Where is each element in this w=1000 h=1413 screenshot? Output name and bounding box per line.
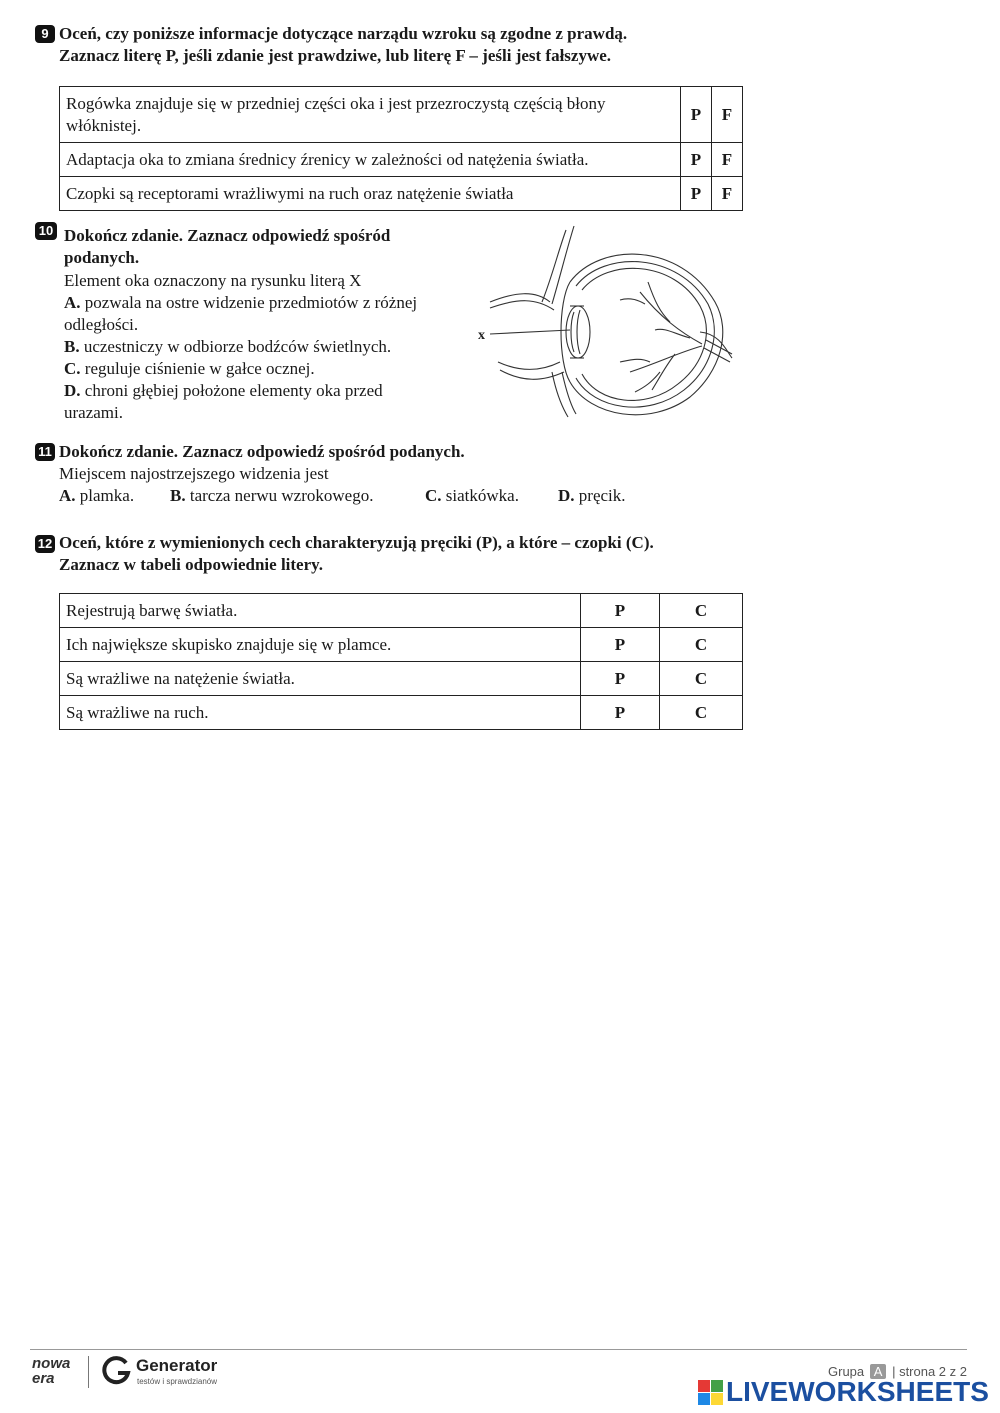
footer-divider [30,1349,967,1350]
statement-cell: Są wrażliwe na ruch. [60,696,581,730]
option-p-cell[interactable]: P [681,177,712,211]
option-text: tarcza nerwu wzrokowego. [189,486,374,505]
question-12-instruction-line-2: Zaznacz w tabeli odpowiednie litery. [59,555,323,574]
statement-cell: Rogówka znajduje się w przedniej części oka i jest przezroczystą częścią błony włóknistej. [60,87,681,143]
option-d-continuation: urazami. [64,403,123,422]
option-c-cell[interactable]: C [660,662,743,696]
question-9-instruction-line-1: Oceń, czy poniższe informacje dotyczące narządu wzroku są zgodne z prawdą. [59,24,628,43]
option-letter: D. [558,486,575,505]
liveworksheets-watermark: LIVEWORKSHEETS [726,1376,989,1407]
eye-diagram [470,222,740,422]
option-text: pozwala na ostre widzenie przedmiotów z różnej [84,293,418,312]
table-row [60,87,743,143]
option-p-cell[interactable]: P [681,143,712,177]
table-row [60,662,743,696]
question-10-stem: Element oka oznaczony na rysunku literą X [64,271,362,290]
question-11-number-badge: 11 [35,443,55,461]
option-p-cell[interactable]: P [581,662,660,696]
question-9-instruction [59,23,627,67]
question-11-option-c[interactable] [425,485,519,507]
statement-cell: Czopki są receptorami wrażliwymi na ruch oraz natężenie światła [60,177,681,211]
logo-separator [88,1356,89,1388]
nowa-era-logo: nowa era [32,1355,71,1387]
option-c-cell[interactable]: C [660,696,743,730]
option-p-cell[interactable]: P [581,696,660,730]
option-b[interactable] [64,336,474,358]
option-c-cell[interactable]: C [660,628,743,662]
question-11-stem: Miejscem najostrzejszego widzenia jest [59,464,329,483]
table-row [60,628,743,662]
option-a[interactable] [64,292,474,314]
generator-subtitle: testów i sprawdzianów [137,1377,218,1386]
question-9-instruction-line-2: Zaznacz literę P, jeśli zdanie jest prawdziwe, lub literę F – jeśli jest fałszywe. [59,46,612,65]
option-d[interactable] [64,380,474,402]
option-text: chroni głębiej położone elementy oka przed [84,381,383,400]
option-f-cell[interactable]: F [712,143,743,177]
option-letter: D. [64,381,81,400]
question-12-table [59,593,743,730]
group-badge: A [870,1364,887,1379]
option-letter: A. [59,486,76,505]
question-10-instruction [64,225,390,269]
question-11-option-b[interactable] [170,485,373,507]
option-text: plamka. [79,486,135,505]
option-letter: C. [64,359,81,378]
option-text: uczestniczy w odbiorze bodźców świetlnych. [83,337,392,356]
statement-cell: Rejestrują barwę światła. [60,594,581,628]
option-c-cell[interactable]: C [660,594,743,628]
option-a-continuation: odległości. [64,315,139,334]
table-row [60,177,743,211]
option-text: reguluje ciśnienie w gałce ocznej. [84,359,315,378]
question-10-instruction-line-1: Dokończ zdanie. Zaznacz odpowiedź spośród [64,226,391,245]
option-text: pręcik. [578,486,626,505]
statement-cell: Ich największe skupisko znajduje się w plamce. [60,628,581,662]
question-11-option-d[interactable] [558,485,626,507]
statement-cell: Są wrażliwe na natężenie światła. [60,662,581,696]
statement-cell: Adaptacja oka to zmiana średnicy źrenicy w zależności od natężenia światła. [60,143,681,177]
table-row [60,594,743,628]
generator-logo-icon [100,1355,132,1387]
option-p-cell[interactable]: P [581,594,660,628]
question-11-instruction: Dokończ zdanie. Zaznacz odpowiedź spośród podanych. [59,442,465,461]
question-9-table [59,86,743,211]
option-p-cell[interactable]: P [581,628,660,662]
liveworksheets-logo-icon [698,1380,724,1406]
table-row [60,696,743,730]
question-12-number-badge: 12 [35,535,55,553]
question-11-option-a[interactable] [59,485,134,507]
figure-label-x: x [478,328,485,343]
option-f-cell[interactable]: F [712,87,743,143]
option-f-cell[interactable]: F [712,177,743,211]
option-letter: C. [425,486,442,505]
question-9-number-badge: 9 [35,25,55,43]
question-10-options [64,292,474,424]
option-c[interactable] [64,358,474,380]
option-letter: B. [170,486,186,505]
option-letter: B. [64,337,80,356]
option-p-cell[interactable]: P [681,87,712,143]
generator-title: Generator [136,1356,218,1375]
question-10-number-badge: 10 [35,222,57,240]
question-12-instruction-line-1: Oceń, które z wymienionych cech charakteryzują pręciki (P), a które – czopki (C). [59,533,654,552]
option-text: siatkówka. [445,486,519,505]
option-letter: A. [64,293,81,312]
question-10-instruction-line-2: podanych. [64,248,140,267]
group-label: Grupa [828,1364,865,1379]
page-info: | strona 2 z 2 [892,1364,967,1379]
question-12-instruction [59,532,654,576]
table-row [60,143,743,177]
